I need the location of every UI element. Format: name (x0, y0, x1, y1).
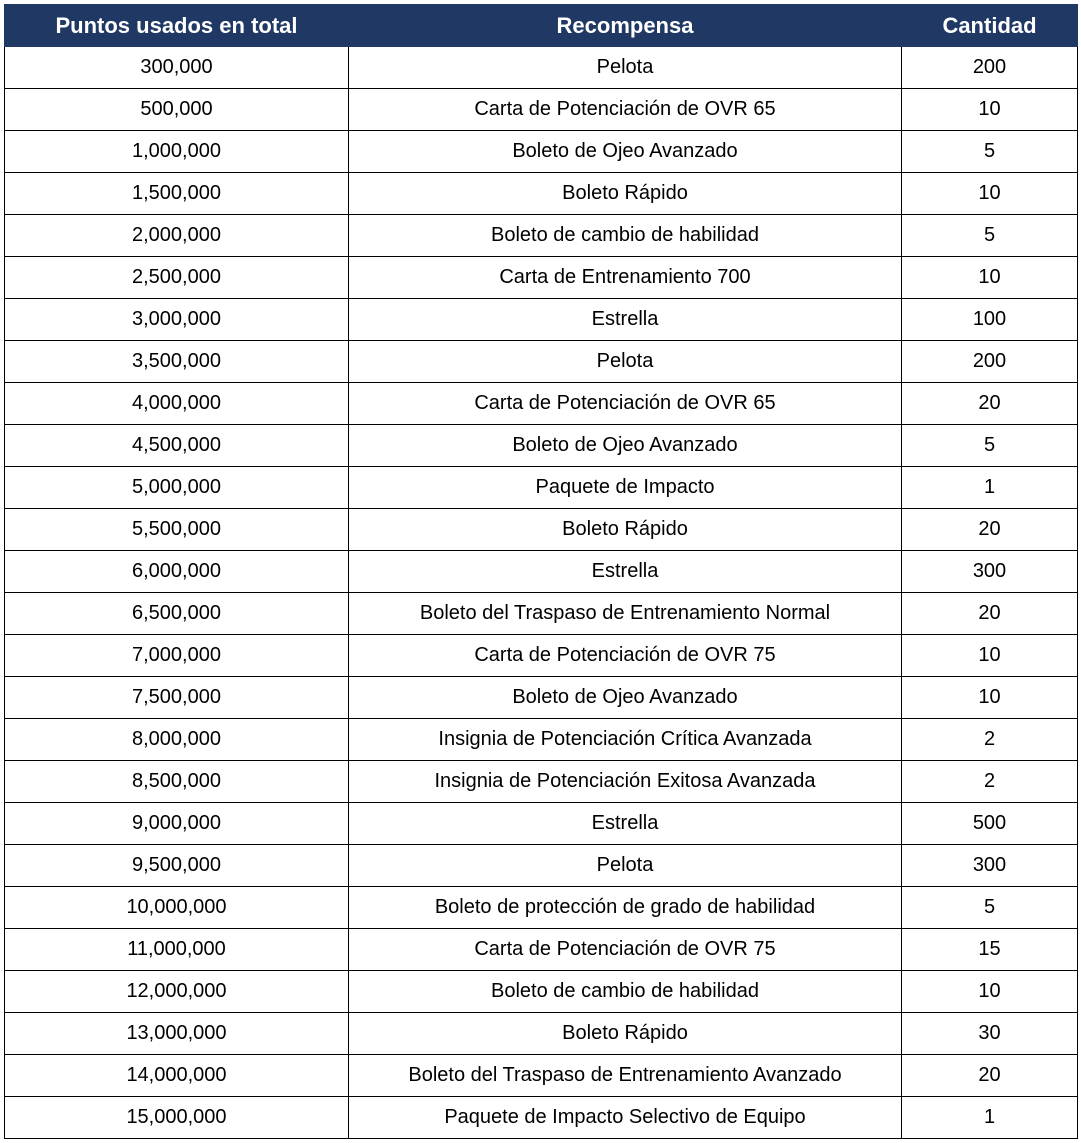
cell-quantity: 100 (902, 299, 1078, 341)
table-row (5, 719, 1078, 761)
cell-reward: Carta de Potenciación de OVR 65 (349, 383, 902, 425)
rewards-table-container (4, 4, 1077, 1139)
cell-reward: Carta de Potenciación de OVR 75 (349, 929, 902, 971)
cell-points: 3,500,000 (5, 341, 349, 383)
cell-reward: Paquete de Impacto Selectivo de Equipo (349, 1097, 902, 1139)
cell-quantity: 15 (902, 929, 1078, 971)
cell-points: 3,000,000 (5, 299, 349, 341)
table-row (5, 509, 1078, 551)
table-row (5, 803, 1078, 845)
table-row (5, 887, 1078, 929)
cell-points: 14,000,000 (5, 1055, 349, 1097)
cell-reward: Boleto de cambio de habilidad (349, 971, 902, 1013)
cell-reward: Insignia de Potenciación Crítica Avanzada (349, 719, 902, 761)
table-row (5, 635, 1078, 677)
cell-quantity: 10 (902, 173, 1078, 215)
table-header-row (5, 5, 1078, 47)
table-row (5, 425, 1078, 467)
cell-points: 10,000,000 (5, 887, 349, 929)
table-row (5, 299, 1078, 341)
cell-reward: Carta de Entrenamiento 700 (349, 257, 902, 299)
table-row (5, 131, 1078, 173)
cell-reward: Carta de Potenciación de OVR 75 (349, 635, 902, 677)
table-row (5, 341, 1078, 383)
cell-reward: Boleto de Ojeo Avanzado (349, 425, 902, 467)
cell-reward: Boleto de Ojeo Avanzado (349, 677, 902, 719)
table-row (5, 551, 1078, 593)
cell-quantity: 200 (902, 47, 1078, 89)
cell-quantity: 10 (902, 635, 1078, 677)
cell-reward: Boleto del Traspaso de Entrenamiento Normal (349, 593, 902, 635)
cell-reward: Boleto de cambio de habilidad (349, 215, 902, 257)
cell-reward: Boleto Rápido (349, 173, 902, 215)
cell-points: 1,000,000 (5, 131, 349, 173)
cell-points: 2,500,000 (5, 257, 349, 299)
cell-quantity: 200 (902, 341, 1078, 383)
cell-quantity: 20 (902, 383, 1078, 425)
table-row (5, 215, 1078, 257)
cell-reward: Estrella (349, 803, 902, 845)
cell-quantity: 5 (902, 887, 1078, 929)
cell-points: 300,000 (5, 47, 349, 89)
cell-points: 9,000,000 (5, 803, 349, 845)
cell-points: 1,500,000 (5, 173, 349, 215)
cell-points: 500,000 (5, 89, 349, 131)
table-row (5, 593, 1078, 635)
cell-quantity: 1 (902, 467, 1078, 509)
cell-reward: Boleto de protección de grado de habilidad (349, 887, 902, 929)
cell-quantity: 20 (902, 1055, 1078, 1097)
table-row (5, 467, 1078, 509)
cell-reward: Carta de Potenciación de OVR 65 (349, 89, 902, 131)
table-row (5, 257, 1078, 299)
cell-quantity: 10 (902, 89, 1078, 131)
cell-quantity: 2 (902, 719, 1078, 761)
cell-quantity: 5 (902, 131, 1078, 173)
table-row (5, 971, 1078, 1013)
cell-quantity: 300 (902, 551, 1078, 593)
cell-quantity: 300 (902, 845, 1078, 887)
cell-points: 15,000,000 (5, 1097, 349, 1139)
table-row (5, 1013, 1078, 1055)
cell-reward: Pelota (349, 47, 902, 89)
cell-reward: Boleto Rápido (349, 509, 902, 551)
table-body (5, 47, 1078, 1139)
cell-points: 2,000,000 (5, 215, 349, 257)
table-row (5, 1097, 1078, 1139)
cell-quantity: 5 (902, 425, 1078, 467)
cell-points: 11,000,000 (5, 929, 349, 971)
cell-quantity: 30 (902, 1013, 1078, 1055)
cell-points: 7,500,000 (5, 677, 349, 719)
cell-reward: Pelota (349, 341, 902, 383)
cell-points: 8,000,000 (5, 719, 349, 761)
cell-reward: Boleto de Ojeo Avanzado (349, 131, 902, 173)
table-row (5, 929, 1078, 971)
table-row (5, 173, 1078, 215)
cell-points: 4,500,000 (5, 425, 349, 467)
cell-points: 13,000,000 (5, 1013, 349, 1055)
cell-points: 6,000,000 (5, 551, 349, 593)
cell-quantity: 2 (902, 761, 1078, 803)
table-row (5, 1055, 1078, 1097)
cell-quantity: 5 (902, 215, 1078, 257)
cell-quantity: 1 (902, 1097, 1078, 1139)
cell-quantity: 500 (902, 803, 1078, 845)
cell-reward: Estrella (349, 299, 902, 341)
cell-points: 12,000,000 (5, 971, 349, 1013)
cell-points: 5,000,000 (5, 467, 349, 509)
cell-points: 6,500,000 (5, 593, 349, 635)
cell-points: 7,000,000 (5, 635, 349, 677)
table-row (5, 845, 1078, 887)
cell-quantity: 20 (902, 593, 1078, 635)
table-row (5, 47, 1078, 89)
header-reward: Recompensa (349, 5, 902, 47)
cell-reward: Pelota (349, 845, 902, 887)
cell-reward: Insignia de Potenciación Exitosa Avanzada (349, 761, 902, 803)
cell-quantity: 10 (902, 971, 1078, 1013)
cell-reward: Estrella (349, 551, 902, 593)
table-row (5, 761, 1078, 803)
cell-reward: Boleto Rápido (349, 1013, 902, 1055)
header-points: Puntos usados en total (5, 5, 349, 47)
cell-reward: Boleto del Traspaso de Entrenamiento Avanzado (349, 1055, 902, 1097)
header-quantity: Cantidad (902, 5, 1078, 47)
cell-quantity: 10 (902, 677, 1078, 719)
table-row (5, 89, 1078, 131)
cell-points: 8,500,000 (5, 761, 349, 803)
cell-points: 9,500,000 (5, 845, 349, 887)
table-row (5, 677, 1078, 719)
cell-quantity: 20 (902, 509, 1078, 551)
cell-points: 4,000,000 (5, 383, 349, 425)
rewards-table (4, 4, 1078, 1139)
table-row (5, 383, 1078, 425)
cell-reward: Paquete de Impacto (349, 467, 902, 509)
cell-quantity: 10 (902, 257, 1078, 299)
cell-points: 5,500,000 (5, 509, 349, 551)
